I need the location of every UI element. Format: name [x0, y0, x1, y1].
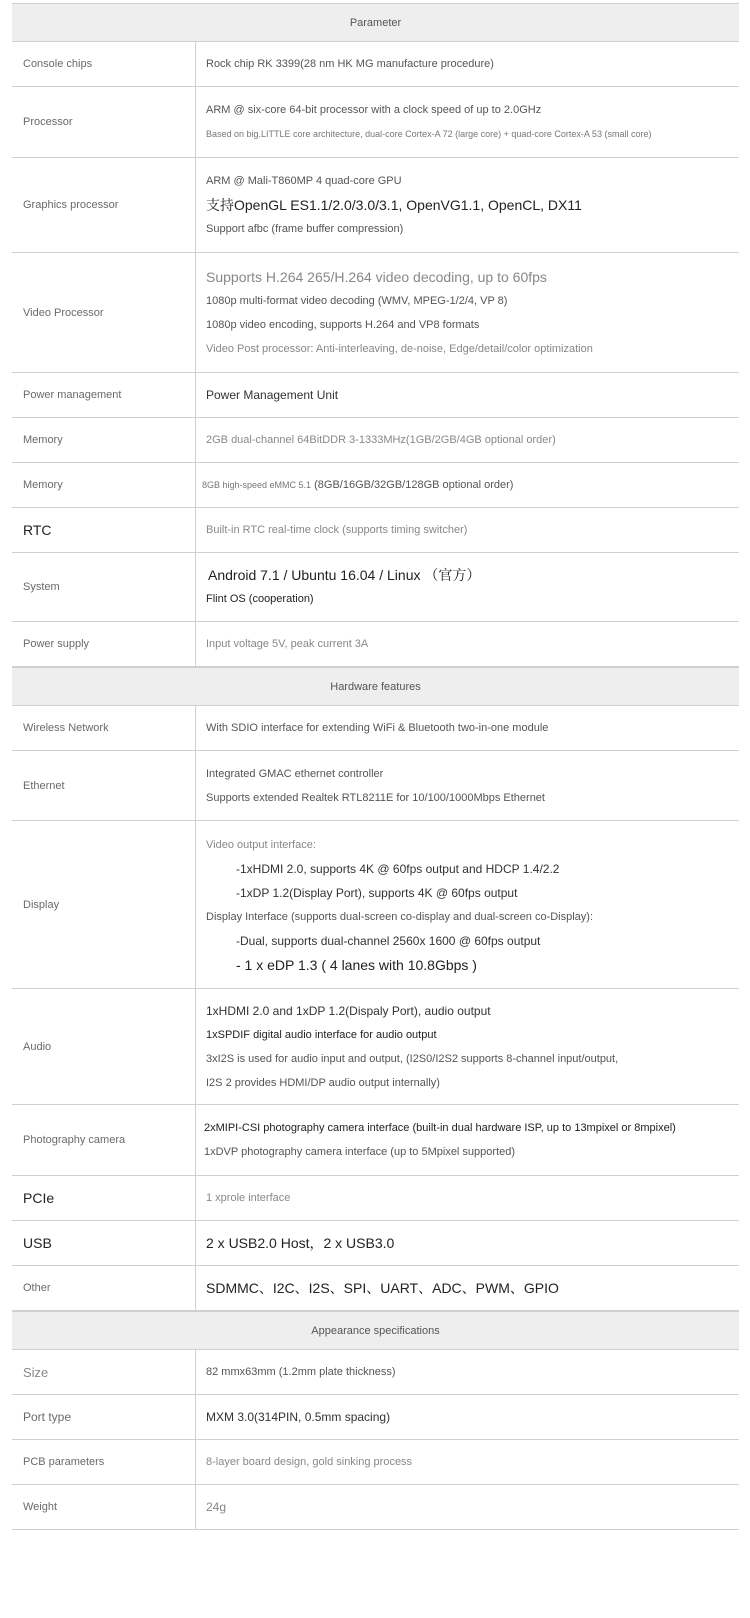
value-line: I2S 2 provides HDMI/DP audio output internally): [206, 1076, 440, 1089]
row-value: [196, 1440, 739, 1484]
row-label: Port type: [12, 1395, 196, 1439]
row-label: PCIe: [12, 1176, 196, 1220]
row-label: PCB parameters: [12, 1440, 196, 1484]
row-value: [196, 821, 739, 988]
row-value: [196, 1266, 739, 1310]
value-line: With SDIO interface for extending WiFi & Bluetooth two-in-one module: [206, 722, 549, 734]
row-label: Memory: [12, 463, 196, 507]
row-value: [196, 253, 739, 372]
value-line: Support afbc (frame buffer compression): [206, 223, 404, 235]
row-label: Video Processor: [12, 253, 196, 372]
spec-row-camera: [12, 1105, 739, 1176]
value-line: ARM @ six-core 64-bit processor with a clock speed of up to 2.0GHz: [206, 104, 542, 116]
spec-row-display: [12, 821, 739, 989]
row-label: Photography camera: [12, 1105, 196, 1175]
value-line: Android 7.1 / Ubuntu 16.04 / Linux （官方）: [208, 567, 481, 583]
row-label: Size: [12, 1350, 196, 1394]
value-line: 2xMIPI-CSI photography camera interface (built-in dual hardware ISP, up to 13mpixel or 8mpixel): [204, 1122, 676, 1134]
spec-table: [12, 3, 739, 1530]
row-label: Ethernet: [12, 751, 196, 820]
value-line: Flint OS (cooperation): [206, 593, 314, 605]
value-line: MXM 3.0(314PIN, 0.5mm spacing): [206, 1410, 391, 1424]
row-value: [196, 418, 739, 462]
value-line: Video output interface:: [206, 838, 316, 851]
value-part: 8GB high-speed eMMC 5.1: [202, 480, 312, 490]
spec-row-pcie: [12, 1176, 739, 1221]
spec-row-power-supply: [12, 622, 739, 667]
row-label: Graphics processor: [12, 158, 196, 252]
spec-row-power-management: [12, 373, 739, 418]
value-line: Built-in RTC real-time clock (supports timing switcher): [206, 524, 468, 536]
row-value: [196, 751, 739, 820]
value-line: 1080p video encoding, supports H.264 and VP8 formats: [206, 318, 480, 331]
spec-row-system: [12, 553, 739, 622]
row-value: [196, 706, 739, 750]
value-line: SDMMC、I2C、I2S、SPI、UART、ADC、PWM、GPIO: [206, 1280, 559, 1296]
spec-row-ethernet: [12, 751, 739, 821]
value-line: Integrated GMAC ethernet controller: [206, 767, 384, 780]
value-line: 8-layer board design, gold sinking process: [206, 1456, 413, 1468]
spec-row-weight: [12, 1485, 739, 1530]
row-label: Audio: [12, 989, 196, 1104]
value-line: Display Interface (supports dual-screen co-display and dual-screen co-Display):: [206, 910, 594, 923]
row-label: Console chips: [12, 42, 196, 86]
value-line: -Dual, supports dual-channel 2560x 1600 @ 60fps output: [236, 933, 541, 948]
value-line: Supports H.264 265/H.264 video decoding, up to 60fps: [206, 268, 547, 285]
row-label: System: [12, 553, 196, 621]
spec-row-audio: [12, 989, 739, 1105]
spec-row-wireless: [12, 706, 739, 751]
value-line: 1080p multi-format video decoding (WMV, MPEG-1/2/4, VP 8): [206, 294, 508, 307]
row-value: [196, 508, 739, 552]
row-value: [196, 1176, 739, 1220]
row-value: [196, 1485, 739, 1529]
value-line: Based on big.LITTLE core architecture, dual-core Cortex-A 72 (large core) + quad-core Cortex-A 53 (small core): [206, 129, 652, 139]
value-line: [202, 478, 739, 492]
value-line: 1xHDMI 2.0 and 1xDP 1.2(Dispaly Port), audio output: [206, 1003, 491, 1018]
row-value: [196, 622, 739, 666]
row-label: Processor: [12, 87, 196, 157]
row-value: [196, 373, 739, 417]
row-label: Power management: [12, 373, 196, 417]
section-header-hardware: [12, 667, 739, 706]
section-header-parameter: [12, 3, 739, 42]
row-value: [196, 1350, 739, 1394]
value-line: 1 xprole interface: [206, 1192, 291, 1204]
spec-row-graphics-processor: [12, 158, 739, 253]
row-value: [196, 1105, 739, 1175]
value-line: 2GB dual-channel 64BitDDR 3-1333MHz(1GB/2GB/4GB optional order): [206, 434, 556, 446]
value-part: (8GB/16GB/32GB/128GB optional order): [314, 479, 514, 491]
section-title: Parameter: [349, 16, 402, 29]
value-line: Input voltage 5V, peak current 3A: [206, 638, 369, 650]
row-value: [196, 1221, 739, 1265]
value-line: 24g: [206, 1500, 227, 1514]
section-header-appearance: [12, 1311, 739, 1350]
value-line: -1xDP 1.2(Display Port), supports 4K @ 60fps output: [236, 885, 518, 900]
row-label: Weight: [12, 1485, 196, 1529]
row-label: Memory: [12, 418, 196, 462]
row-value: [196, 553, 739, 621]
spec-row-rtc: [12, 508, 739, 553]
spec-row-console-chips: [12, 42, 739, 87]
spec-row-usb: [12, 1221, 739, 1266]
value-line: Supports extended Realtek RTL8211E for 10/100/1000Mbps Ethernet: [206, 791, 545, 804]
value-line: 3xI2S is used for audio input and output, (I2S0/I2S2 supports 8-channel input/output,: [206, 1052, 619, 1065]
row-label: Display: [12, 821, 196, 988]
value-line: ARM @ Mali-T860MP 4 quad-core GPU: [206, 175, 402, 187]
value-line: 1xSPDIF digital audio interface for audio output: [206, 1028, 437, 1041]
spec-row-video-processor: [12, 253, 739, 373]
value-line: Rock chip RK 3399(28 nm HK MG manufacture procedure): [206, 58, 494, 70]
value-line: 1xDVP photography camera interface (up to 5Mpixel supported): [204, 1146, 516, 1158]
row-value: [196, 158, 739, 252]
section-title: Hardware features: [330, 680, 421, 693]
spec-row-memory-storage: [12, 463, 739, 508]
row-label: Wireless Network: [12, 706, 196, 750]
row-value: [196, 989, 739, 1104]
row-value: [196, 1395, 739, 1439]
spec-row-memory-ram: [12, 418, 739, 463]
spec-row-size: [12, 1350, 739, 1395]
spec-row-pcb: [12, 1440, 739, 1485]
value-line: 支持OpenGL ES1.1/2.0/3.0/3.1, OpenVG1.1, OpenCL, DX11: [206, 197, 582, 213]
value-line: -1xHDMI 2.0, supports 4K @ 60fps output and HDCP 1.4/2.2: [236, 861, 560, 876]
spec-row-port-type: [12, 1395, 739, 1440]
row-label: Other: [12, 1266, 196, 1310]
value-line: Power Management Unit: [206, 388, 339, 402]
row-value: [196, 463, 739, 507]
row-label: USB: [12, 1221, 196, 1265]
value-line: - 1 x eDP 1.3 ( 4 lanes with 10.8Gbps ): [236, 956, 477, 973]
value-line: Video Post processor: Anti-interleaving, de-noise, Edge/detail/color optimization: [206, 342, 593, 355]
row-value: [196, 87, 739, 157]
spec-row-processor: [12, 87, 739, 158]
row-label: Power supply: [12, 622, 196, 666]
value-line: 82 mmx63mm (1.2mm plate thickness): [206, 1366, 396, 1378]
section-title: Appearance specifications: [311, 1324, 440, 1337]
value-line: 2 x USB2.0 Host，2 x USB3.0: [206, 1235, 395, 1251]
row-value: [196, 42, 739, 86]
row-label: RTC: [12, 508, 196, 552]
spec-row-other: [12, 1266, 739, 1311]
